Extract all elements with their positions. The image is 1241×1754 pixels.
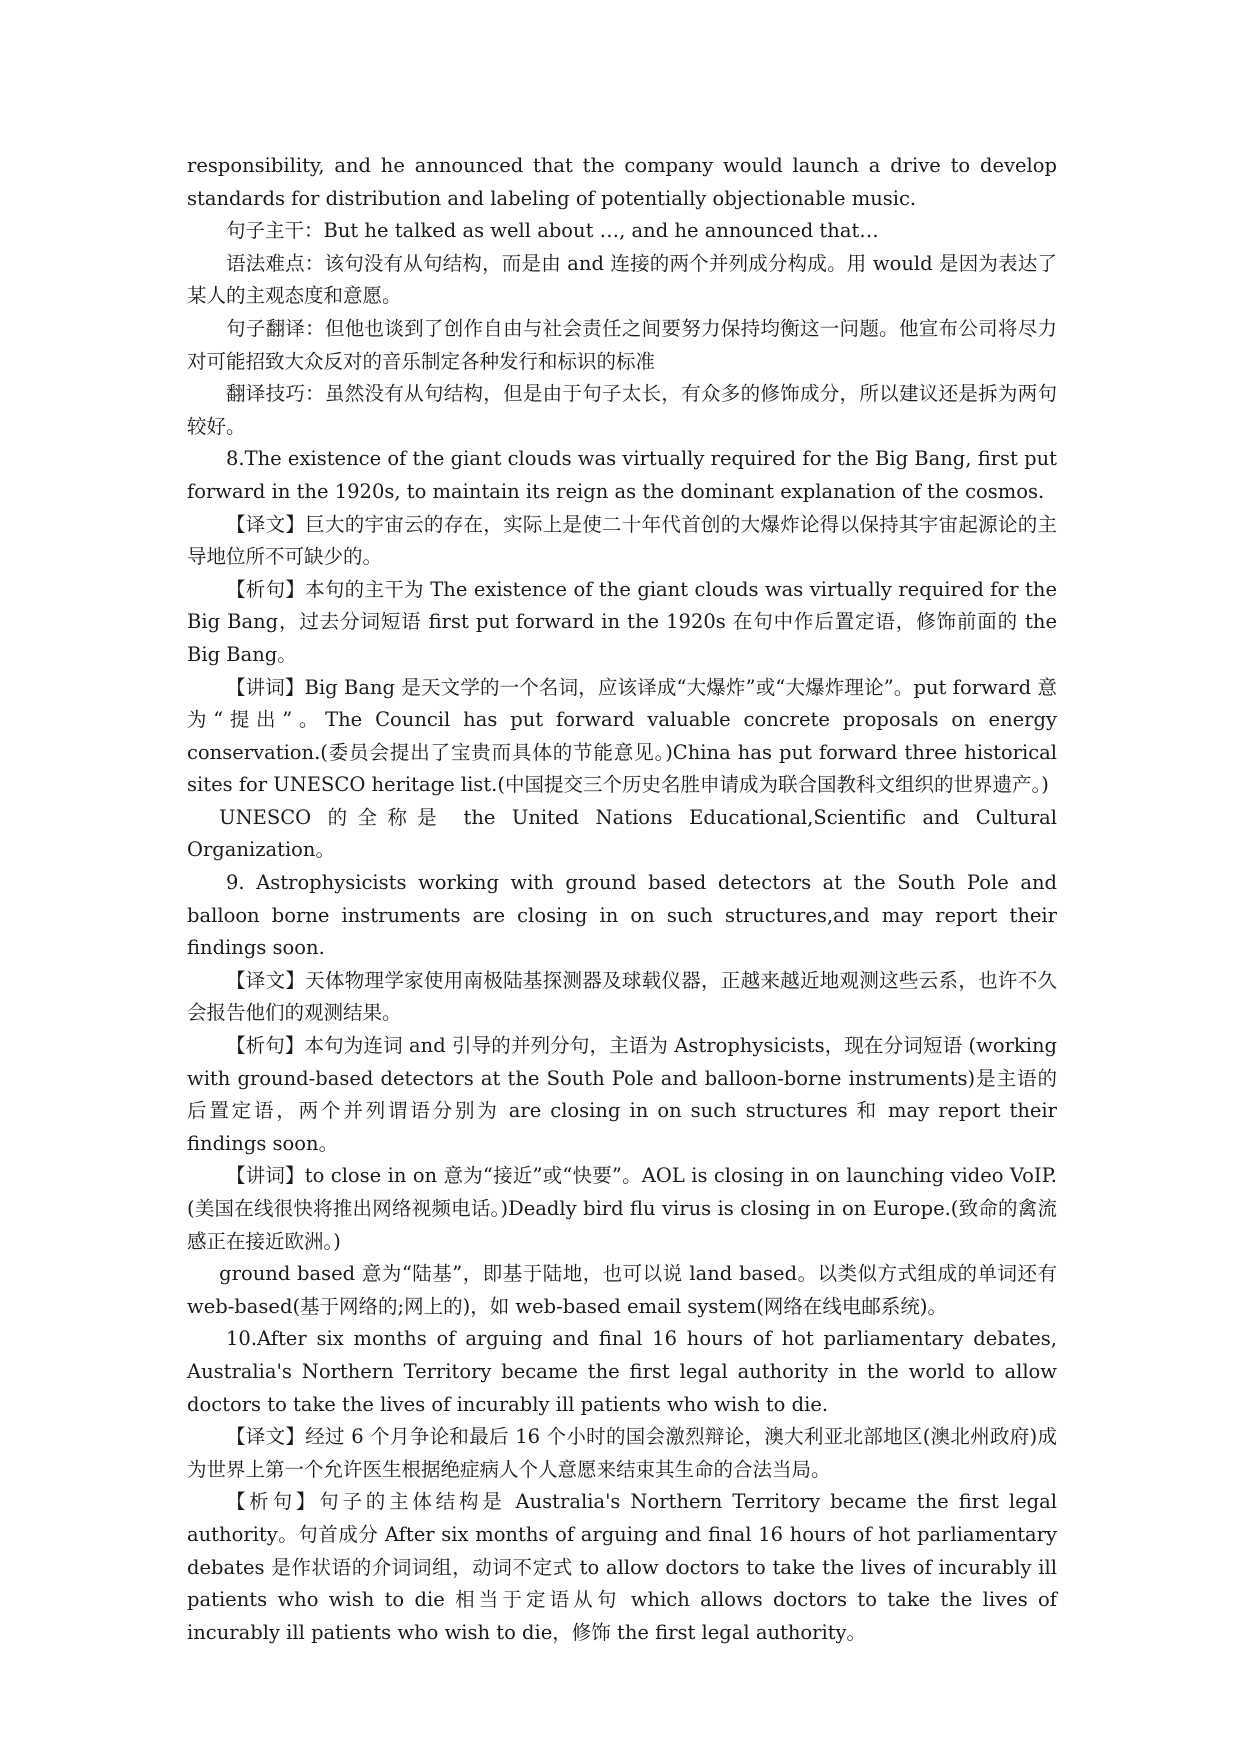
paragraph-9-analysis: 【析句】本句为连词 and 引导的并列分句，主语为 Astrophysicists，现在分词短语 (working with ground-based detectors at the South Pole and balloon-borne instruments)是主语的后置定语，两个并列谓语分别为 are closing in on such structures 和 may report their findings soon。 [187,1034,1057,1155]
paragraph-sentence-10: 10.After six months of arguing and final 16 hours of hot parliamentary debates, Australia's Northern Territory became the first legal authority in the world to allow doctors to take the lives of incurably ill patients who wish to die. [187,1327,1057,1416]
paragraph-sentence-8: 8.The existence of the giant clouds was virtually required for the Big Bang, first put forward in the 1920s, to maintain its reign as the dominant explanation of the cosmos. [187,447,1057,503]
paragraph-grammar-difficulty: 语法难点：该句没有从句结构，而是由 and 连接的两个并列成分构成。用 would 是因为表达了某人的主观态度和意愿。 [187,251,1057,308]
paragraph-8-vocabulary: 【讲词】Big Bang 是天文学的一个名词，应该译成“大爆炸”或“大爆炸理论”。put forward 意为“提出”。The Council has put forward valuable concrete proposals on energy conservation.(委员会提出了宝贵而具体的节能意见。)China has put forward three historical sites for UNESCO heritage list.(中国提交三个历史名胜申请成为联合国教科文组织的世界遗产。) [187,675,1057,797]
paragraph-sentence-translation: 句子翻译：但他也谈到了创作自由与社会责任之间要努力保持均衡这一问题。他宣布公司将尽力对可能招致大众反对的音乐制定各种发行和标识的标准 [187,316,1057,373]
paragraph-9-translation: 【译文】天体物理学家使用南极陆基探测器及球载仪器，正越来越近地观测这些云系，也许不久会报告他们的观测结果。 [187,968,1057,1025]
paragraph-9-vocabulary: 【讲词】to close in on 意为“接近”或“快要”。AOL is closing in on launching video VoIP.(美国在线很快将推出网络视频电话。)Deadly bird flu virus is closing in on Europe.(致命的禽流感正在接近欧洲。) [187,1164,1057,1253]
paragraph-unesco-note: UNESCO 的全称是 the United Nations Educational,Scientific and Cultural Organization。 [187,805,1057,862]
document-page [187,150,1057,1649]
paragraph-10-translation: 【译文】经过 6 个月争论和最后 16 个小时的国会激烈辩论，澳大利亚北部地区(澳北州政府)成为世界上第一个允许医生根据绝症病人个人意愿来结束其生命的合法当局。 [187,1425,1057,1481]
paragraph-continuation: responsibility, and he announced that the company would launch a drive to develop standards for distribution and labeling of potentially objectionable music. [187,154,1057,210]
paragraph-8-translation: 【译文】巨大的宇宙云的存在，实际上是使二十年代首创的大爆炸论得以保持其宇宙起源论的主导地位所不可缺少的。 [187,512,1057,569]
paragraph-ground-based-note: ground based 意为“陆基”，即基于陆地，也可以说 land based。以类似方式组成的单词还有 web-based(基于网络的;网上的)，如 web-based email system(网络在线电邮系统)。 [187,1262,1057,1318]
paragraph-8-analysis: 【析句】本句的主干为 The existence of the giant clouds was virtually required for the Big Bang，过去分词短语 first put forward in the 1920s 在句中作后置定语，修饰前面的 the Big Bang。 [187,577,1057,666]
paragraph-translation-tip: 翻译技巧：虽然没有从句结构，但是由于句子太长，有众多的修饰成分，所以建议还是拆为两句较好。 [187,382,1057,438]
paragraph-sentence-trunk: 句子主干：But he talked as well about …, and he announced that… [226,219,879,243]
paragraph-10-analysis: 【析句】句子的主体结构是 Australia's Northern Territory became the first legal authority。句首成分 After six months of arguing and final 16 hours of hot parliamentary debates 是作状语的介词词组，动词不定式 to allow doctors to take the lives of incurably ill patients who wish to die 相当于定语从句 which allows doctors to take the lives of incurably ill patients who wish to die，修饰 the first legal authority。 [187,1490,1057,1644]
paragraph-sentence-9: 9. Astrophysicists working with ground based detectors at the South Pole and balloon borne instruments are closing in on such structures,and may report their findings soon. [187,871,1057,960]
